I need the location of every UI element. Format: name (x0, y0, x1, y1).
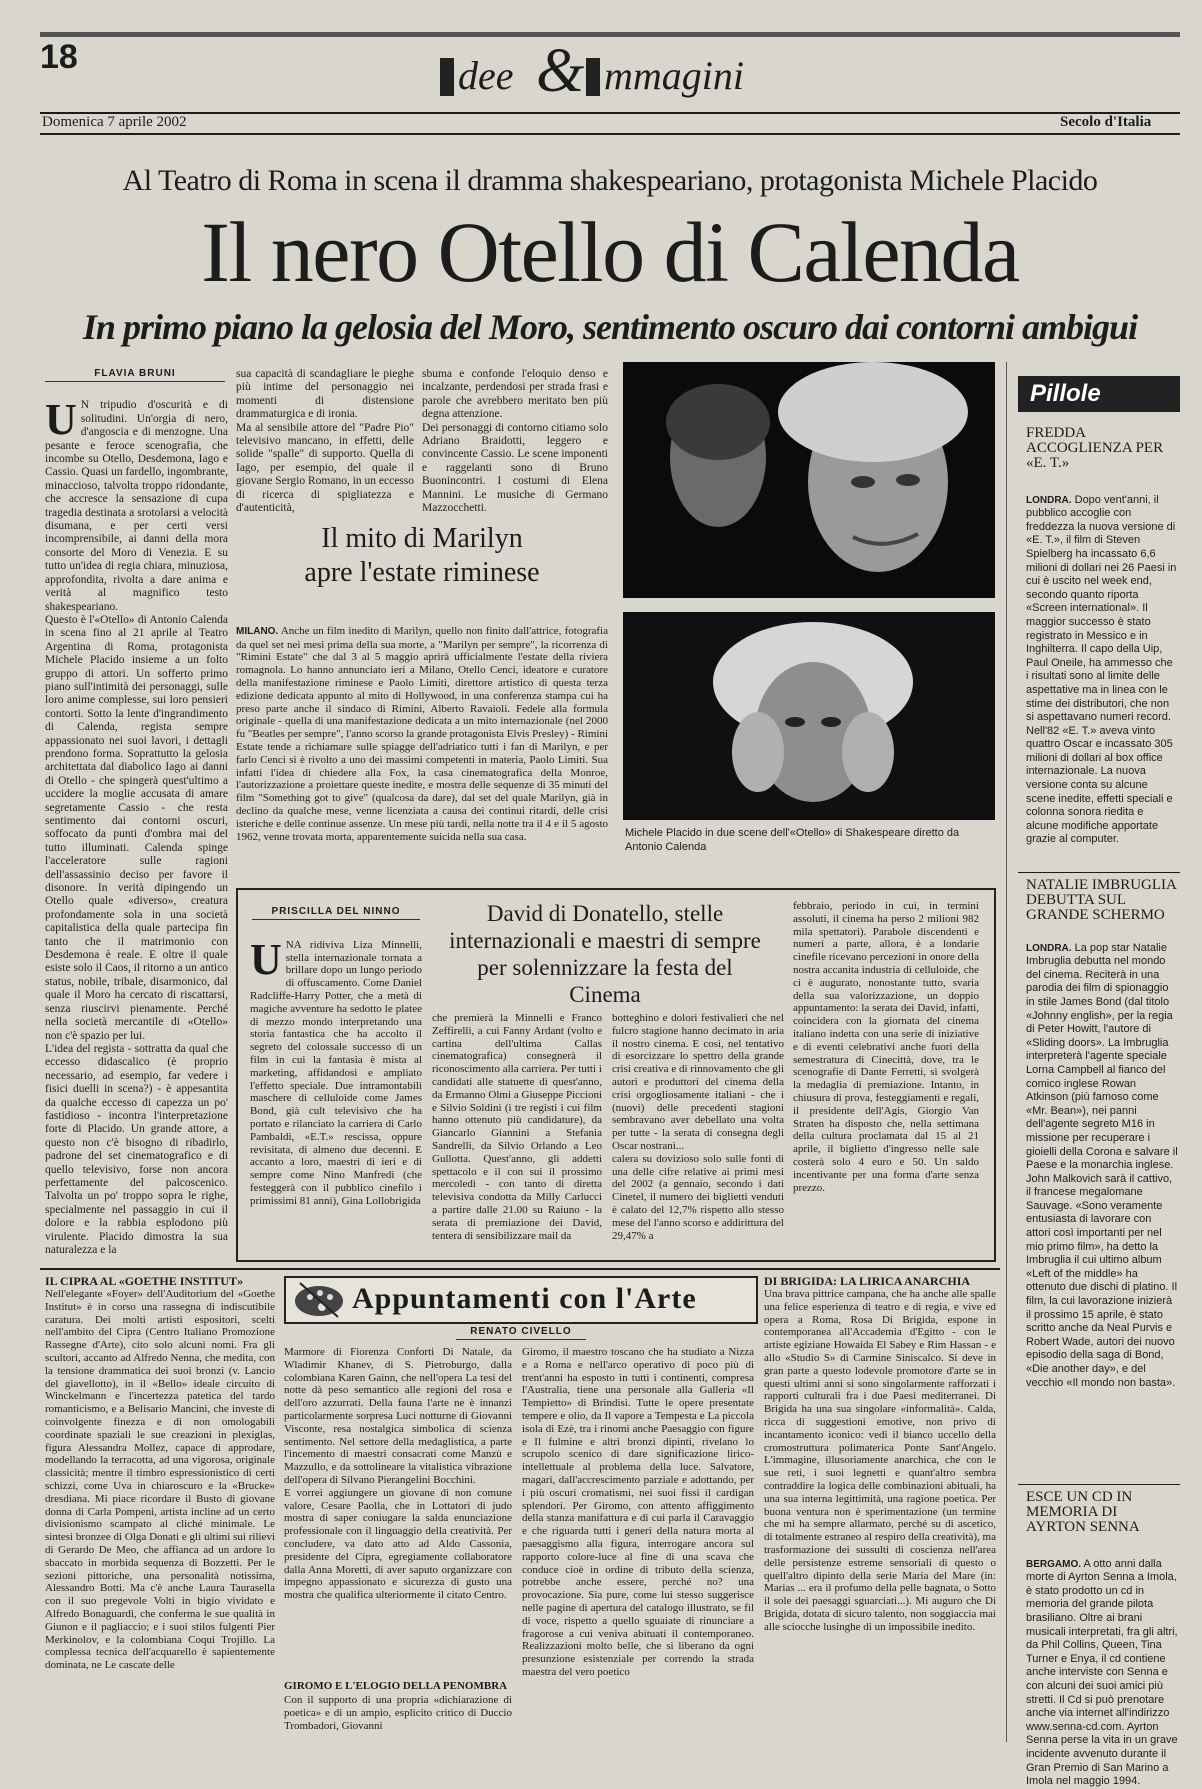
section-part1: dee (458, 53, 514, 98)
pillole-item-3-text: A otto anni dalla morte di Ayrton Senna a Imola, è stato prodotto un cd in memoria del grande pilota brasiliano. Oltre ai brani musicali interpretati, fra gli altri, da Phil Collins, Queen, Tina Turner e Enya, il cd contiene anche interviste con Senna e con alcuni dei suoi amici più stretti. Il Cd si può prenotare anche via internet all'indirizzo www.senna-cd.com. Ayrton Senna perse la vita in un grave incidente avvenuto durante il Gran Premio di San Marino a Imola nel maggio 1994. (1026, 1557, 1178, 1788)
donatello-byline: PRISCILLA DEL NINNO (252, 906, 420, 920)
pillole-item-1-head: FREDDA ACCOGLIENZA PER «E. T.» (1026, 425, 1164, 471)
sidebar-divider (1006, 362, 1007, 1742)
portrait-illustration-2 (623, 612, 995, 820)
arte-left-head: IL CIPRA AL «GOETHE INSTITUT» (45, 1274, 244, 1288)
photo-otello-scene-2 (623, 612, 995, 820)
lead-subhead: In primo piano la gelosia del Moro, sentimento oscuro dai contorni ambigui (82, 307, 1138, 347)
section-ampersand: & (536, 37, 585, 105)
arte-middle-column-2: Giromo, il maestro toscano che ha studiato a Nizza e a Roma e nell'arco operativo di poco più di trent'anni ha esposto in tutti i continenti, compresa l'Australia, tiene una personale alla Galleria «Il Tempietto» di Brindisi. Tutte le opere presentate tempere e olio, da Il vapore a Tempesta e La piccola isola di Ezè, tra i rinomi anche Paesaggio con figure e Il fulmine e altri bronzi dipinti, rivelano lo scrupolo scenico di dare significazione lirico-intellettuale al problema della luce. Salvatore, magari, dall'accrescimento parziale e adottando, per i più oscuri cromatismi, nei suoi fissi il cardigan splendori. Per Giromo, con attento affiggimento della stanza manifattura e di cui parla il Caravaggio e che riguarda tutti i generi della natura morta al paesaggismo alla figura, interrogare ancora sul rapporto colore-luce al fine di una scava che conduce cioè in ordine di tributo della scienza, potrebbe anche essere, perché no? una provocazione. Sia pure, come lui stesso suggerisce nelle pagine di apertura del catalogo illustrato, se fil di voce, rispetto a quello sguaiate di rinunciare a fragorose a cui veniva abituati il contemporaneo. Realizzazioni molto belle, che si liberano da ogni presunzione esistenziale per correndo la strada maestra del vero poetico (522, 1346, 754, 1678)
photo-caption: Michele Placido in due scene dell'«Otello» di Shakespeare diretto da Antonio Calenda (625, 827, 960, 853)
section-letter-i-block (440, 58, 454, 96)
lead-kicker: Al Teatro di Roma in scena il dramma shakespeariano, protagonista Michele Placido (122, 164, 1098, 197)
arte-middle-column-1: Marmore di Fiorenza Conforti Di Natale, da Wladimir Khanev, di S. Pietroburgo, dalla colombiana Karen Gainn, che nell'opera La tesi del notte dà peso semantico alle regioni del rosa e dell'oro azzurrati. Della fauna l'arte ne è innanzi particolarmente sorpresa Luci notturne di Giovanni Visconte, resa nostalgica simbolica di scienza sentimento. Nel settore della medaglistica, a parte l'incemento di maestri consacrati come Manzù e Mazzullo, e da sottolineare la vitalistica vibrazione dell'opera di Silvano Pierangelini Bocchini. E vorrei aggiungere un giovane di non comune valore, Cesare Paolla, che in Lottatori di judo mostra di saper coniugare la salda enunciazione professionale con il linguaggio della creatività. Per concludere, va dato atto ad Aldo Cassonia, presidente del Cipra, egregiamente collaboratore dalla Anna Moretti, di aver saputo organizzare con impegno appassionato e sicurezza di gusto una mostra che qualifica ulteriormente il citato Centro. (284, 1346, 512, 1602)
pillole-item-1-dateline: LONDRA. (1026, 494, 1072, 506)
lead-headline: Il nero Otello di Calenda (201, 204, 1019, 300)
marilyn-headline (236, 522, 608, 590)
pillole-item-1-body (1026, 480, 1178, 856)
lead-column-2: sua capacità di scandagliare le pieghe più intime del personaggio nei momenti di distensione drammaturgica e di ironia. Ma al sensibile attore del "Padre Pio" televisivo mancano, in effetti, delle solide "spalle" di supporto. Quella di Iago, per esempio, del quale il giovane Sergio Romano, in un eccesso di ricerca di spigliatezza e d'autenticità, (236, 368, 415, 515)
portrait-illustration-1 (623, 362, 995, 598)
pillole-item-1-text: Dopo vent'anni, il pubblico accoglie con freddezza la nuova versione di «E. T.», il film di Steven Spielberg ha incassato 6,6 milioni di dollari nei 26 Paesi in cui è uscito nel week end, secondo quanto riporta «Screen international». Il maggior successo è stato registrato in Messico e in Inghilterra. Il capo della Uip, Paul Oneile, ha ammesso che i risultati sono al limite delle aspettative ma in linea con le stime dei distributori, che non si aspettavano numeri record. Nell'82 «E. T.» aveva vinto quattro Oscar e incassato 305 milioni di dollari al box office internazionale. La nuova versione conta su alcune scene inedite, effetti speciali e colonna sonora riedita e alcune modifiche apportate grazie al computer. (1026, 493, 1177, 846)
pillole-item-2-dateline: LONDRA. (1026, 942, 1072, 954)
donatello-column-1 (250, 926, 422, 1250)
marilyn-body-text: Anche un film inedito di Marilyn, quello non finito dall'attrice, fotografia da quel set nei mesi prima della sua morte, a "Marilyn per sempre", la ricorrenza di "Rimini Estate" che dal 3 al 5 maggio aprirà ufficialmente l'estate della riviera romagnola. Lo hanno annunciato ieri a Milano, Otello Cenci, ideatore e curatore della manifestazione riminese e Paolo Limiti, direttore artistico di questa terza edizione dedicata appunto al mito di Hollywood, in una conferenza stampa cui ha preso parte anche il sindaco di Rimini, Alberto Ravaioli. Fedele alla formula originale - quella di una manifestazione dedicata a un mito internazionale (nel 2000 fu "Beatles per sempre", l'anno scorso la grande protagonista Elvis Presley) - Rimini Estate tende a richiamare sulle spiagge dell'adriatico tutti i fan di Marilyn, e per farlo Cenci si è rivolto a uno dei massimi competenti in materia, Paolo Limiti. Sua infatti l'idea di chiedere alla Fox, la casa cinematografica della Monroe, l'autorizzazione a proiettare queste inedite, e mostra delle sequenze di 35 minuti del film "Something got to give" (qualcosa da dare), dal set del quale Marilyn, già in declino da qualche mese, venne licenziata a causa dei continui ritardi, delle crisi isteriche e delle continue assenze. Un mese più tardi, nella notte tra il 4 e il 5 agosto 1962, venne trovata morta, apparentemente suicida nella sua casa. (236, 624, 608, 843)
pillole-item-3-dateline: BERGAMO. (1026, 1558, 1081, 1570)
donatello-column-3: botteghino e dolori festivalieri che nel fulcro stagione hanno decimato in aria il nostro cinema. E così, nel tentativo di esorcizzare lo spettro della grande crisi creativa e di rinnovamento che gli autori e produttori del cinema della crisi orgogliosamente italiani - che i (nuovi) delle precedenti stagioni sembravano aver debellato una volta per tutte - la serata di consegna degli Oscar nostrani... calera su dovizioso solo sulle fonti di una delle cifre relative ai primi mesi del 2002 (a gennaio, secondo i dati Cinetel, il numero dei biglietti venduti è calato del 12,7% rispetto allo stesso mese del l'anno scorso e addirittura del 29,47% a (612, 1012, 784, 1242)
pillole-item-2-body (1026, 928, 1178, 1476)
lead-column-1 (45, 386, 228, 1266)
pillole-item-2-head: NATALIE IMBRUGLIA DEBUTTA SUL GRANDE SCHERMO (1026, 877, 1177, 923)
arte-right-head: DI BRIGIDA: LA LIRICA ANARCHIA (764, 1274, 971, 1288)
section-letter-i-block-2 (586, 58, 600, 96)
donatello-column-1-text: NA ridiviva Liza Minnelli, stella internazionale tornata a brillare dopo un lungo periodo di offuscamento. Come Daniel Radcliffe-Harry Potter, che a metà di magiche avventure ha sedotto le platee di mezzo mondo interpretando una storia fantastica che ha accolto il segreto del colossale successo di un film in cui la fantasia è mista al marketing, affidandosi e ampliato l'effetto speciale. Due intramontabili maschere di celluloide come James Bond, già cult televisivo che ha portato e rilanciato la carriera di Carlo Pambaldi, «E.T.» rescissa, oppure revisitata, di almeno due decenni. E accanto a loro, maestri di ieri e di sempre come Nino Manfredi (che festeggerà con il pubblico cinefilo i primissimi 81 anni), Gina Lollobrigida (250, 938, 422, 1207)
pillole-item-3-head: ESCE UN CD IN MEMORIA DI AYRTON SENNA (1026, 1489, 1140, 1535)
header-bottom-rule (40, 133, 1180, 135)
donatello-headline: David di Donatello, stelle internazionali e maestri di sempre per solennizzare la festa del Cinema (449, 901, 761, 1007)
arte-byline: RENATO CIVELLO (456, 1326, 586, 1340)
arte-left-body: Nell'elegante «Foyer» dell'Auditorium del «Goethe Institut» è in corso una rassegna di indiscutibile caratura. Dei molti artisti espositori, scelti nell'ambito del Cipra (Centro Italiano Promozione Rassegne d'Arte), cito solo alcuni nomi. Fra gli scultori, accanto ad Alfredo Nenna, che medita, con la tensione drammatica dei suoi bronzi (v. Lancio del giavellotto), in il «Bello» ideale circuito di Winckelmann e l'incertezza patetica del tardo romanticismo, e a Belisario Mancini, che investe di coinvolgente finezza e di non omologabili coordinate spaziali le sue creazioni in plexiglas, figura Alessandra Mollez, capace di approdare, modellando la terracotta, ad una vigorosa, originale classicità; mentre il timbro espressionistico di certi schizzi, come Uva in chiaroscuro e la «Brucke» dresdiana. Mi piace ricordare il Busto di giovane donna di Carla Pompeni, artista incline ad un certo divisionismo scampato al cliché minimale. Le sintesi bronzee di Olga Donati e gli ultimi sui rilievi di Gerardo De Meo, che affianca ad un ardore lo sbaccato in morbida sequenza di Bozzetti. Per le sezioni pittoriche, una personalità notissima, Alessandro Botti. Ma c'è anche Laura Taurasella con il suo pregevole Volti in bigio vividato e Alfredo Bonaguardi, che conferma le sue qualità in Giunon e il pagliaccio; e i suoi stilos fulgenti Pier Merkinolov, e la colombiana Coqui Trojillo. La complessa tecnica dell'acquarello è sapientemente dominata, ne Le cascate delle (45, 1288, 275, 1672)
arte-middle-column-1-head: GIROMO E L'ELOGIO DELLA PENOMBRA (284, 1680, 508, 1692)
header-top-rule (40, 32, 1180, 37)
photo-otello-scene-1 (623, 362, 995, 598)
arte-banner (284, 1276, 758, 1324)
arte-banner-title: Appuntamenti con l'Arte (352, 1282, 697, 1315)
donatello-drop-cap: U (250, 934, 282, 984)
section-title (440, 37, 820, 105)
pillole-item-2-text: La pop star Natalie Imbruglia debutta nel mondo del cinema. Reciterà in una parodia dei film di spionaggio in stile James Bond (dal titolo «Johnny english», per la regia di Peter Howitt, l'autore di «Sliding doors». La Imbruglia interpreterà l'agente speciale Lorna Campbell al fianco del comico inglese Rowan Atkinson (più famoso come «Mr. Bean»), nei panni dell'agente segreto M16 in missione per recuperare i gioielli della Corona e salvare il Paese e la monarchia inglese. John Malkovich sarà il cattivo, il francese megalomane Sauvage. «Sono veramente entusiasta di lavorare con attori così importanti per nel mio primo film», ha detto la Imbruglia il cui ultimo album «Left of the middle» ha ottenuto due dischi di platino. Il film, la cui lavorazione inizierà il prossimo 15 aprile, è stato scritto anche da Neal Purvis e Robert Wade, autori dei nuovo episodio della saga di Bond, «Die another day», e del vecchio «Il mondo non basta». (1026, 941, 1178, 1389)
lead-column-1-text: N tripudio d'oscurità e di solitudini. Un'orgia di nero, d'angoscia e di menzogne. Una pesante e feroce scenografia, che incombe su Otello, Desdemona, Iago e Cassio. Quasi un fardello, ingombrante, minaccioso, talvolta troppo ridondante, che accresce la sensazione di cupa tragedia destinata a srotolarsi a velocità disumana, e per certi versi incomprensibile, ai danni della mora consorte del Moro di Venezia. E su tutto un'idea di regia chiara, minuziosa, approfondita, rivolta a dare anima e verità al magnifico testo shakespeariano. Questo è l'«Otello» di Antonio Calenda in scena fino al 21 aprile al Teatro Argentina di Roma, protagonista Michele Placido insieme a un folto gruppo di attori. Un sofferto primo piano sull'intimità dei personaggi, sulle loro anime complesse, sui loro pensieri contorti. Sotto la lente d'ingrandimento di Calenda, regista sempre appassionato nei suoi lavori, i dettagli prendono forma. Soprattutto la gelosia architettata dal diabolico Iago ai danni di Otello - che spingerà quest'ultimo a uccidere la moglie accusata di amare segretamente Cassio - che resta sentimento dai contorni oscuri, soffocato da punti d'ombra mai del tutto illuminati. Calenda spinge l'acceleratore sulle ragioni dell'assassinio deciso per favore il disonore. In verità dipingendo un Otello quale «diverso», creatura profondamente sola in una società capitalistica della quale partecipa fin tanto che il matrimonio con Desdemona è reale. E oltre il quale esiste solo il Caos, il ritorno a un antico status, nobile, tribale, disarmonico, dal quale il Moro ha cercato di riscattarsi, senza riuscirvi pienamente. Perché nella società mercantile di «Otello» non c'è spazio per lui. L'idea del regista - sottratta da qual che eccesso didascalico (è proprio necessario, ad esempio, far vedere i fisici duelli in scena?) - è appesantita da qualche eccesso di capezza un po' fastidioso - incontra l'interpretazione forte di Placido. Un grande attore, a questo non c'è bisogno di ribadirlo, padrone del set cinematografico e di quello televisivo, forse non ancora perfettamente del palcoscenico. Talvolta un po' troppo sopra le righe, specialmente nel passaggio in cui il dolore e la rabbia esplodono più virulente. Placido dimostra la sua naturalezza e la (45, 399, 229, 1256)
marilyn-dateline: MILANO. (236, 625, 279, 637)
section-part2: mmagini (604, 53, 744, 98)
pillole-item-3-body (1026, 1544, 1178, 1788)
arte-right-body: Una brava pittrice campana, che ha anche alle spalle una felice esperienza di teatro e di regia, e vive ed opera a Roma, Rosa Di Brigida, espone in contemporanea all'Accademia d'Egitto - con le artiste egiziane Howaida El Sabey e Rim Hassan - e allo «Studio S» di Carmine Siniscalco. Si deve in gran parte a questo lodevole promotore d'arte se in questi ultimi anni si sono singolarmente rafforzati i rapporti culturali fra i due Paesi mediterranei. Di Brigida ha una sua singolare «informalità». Calda, ricca di suggestioni emotive, non privo di incantamento iconico: vedi il bianco uccello della cromostruttura polimaterica Ponte Sant'Angelo. L'immagine, illusoriamente anarchica, che con le sue reti, i suoi legnetti e quant'altro sembra contraddire la logica delle combinazioni abituali, ha una sua interna legittimità, una ragione poetica. Per buona ventura non è sperimentazione (un termine che mi ha sempre allarmato, perché su di ascetico, di totalmente estraneo al respiro della creatività), ma trasformazione dei sussulti di coscienza nell'area delle persistenze estreme sensoriali di questo o quell'altro dipinto della serie Maria del Mare (in: Marias ... era il profumo della pelle bagnata, o Sotto il sole dei paesaggi sguarciati...). Mi auguro che Di Brigida, dotata di sicuro talento, non soggiaccia mai alle sciocche lusinghe di un impossibile inedito. (764, 1288, 996, 1633)
donatello-column-2: che premierà la Minnelli e Franco Zeffirelli, a cui Fanny Ardant (volto e cartina dell'ultima Callas cinematografica) consegnerà il riconoscimento alla carriera. Per tutti i candidati alle statuette di quest'anno, da Ermanno Olmi a Giuseppe Piccioni e Silvio Soldini (i tre registi i cui film hanno ottenuto più candidature), da Giancarlo Giannini a Stefania Sandrelli, da Silvio Orlando a Leo Gullotta. Quest'anno, gli addetti spettacolo e il con sui il prossimo mercoledì - con tanto di diretta televisiva condotta da Milly Carlucci a partire dalle 21.00 su Raiuno - la serata di premiazione dei David, tentera di sensibilizzare mail da (432, 1012, 602, 1242)
pillole-header (1018, 376, 1180, 412)
issue-date: Domenica 7 aprile 2002 (42, 114, 187, 130)
marilyn-body (236, 612, 608, 890)
marilyn-headline-line2: apre l'estate riminese (304, 557, 540, 588)
palette-icon (292, 1279, 346, 1319)
pillole-divider-2 (1018, 1484, 1180, 1485)
newspaper-name: Secolo d'Italia (1060, 114, 1152, 130)
page-number: 18 (40, 38, 78, 76)
arte-middle-column-1-tail: Con il supporto di una propria «dichiarazione di poetica» e di un ampio, esplicito critico di Duccio Trombadori, Giovanni (284, 1694, 512, 1732)
pillole-divider-1 (1018, 872, 1180, 873)
donatello-column-4: febbraio, periodo in cui, in termini assoluti, il cinema ha perso 2 milioni 982 mila spettatori). Parabole discendenti e numeri a parte, allora, è a londarie cinefile ricevano percezioni in onore della nostra accanita industria di celluloide, che ci è augurato, nonostante tutto, svaria della sua valorizzazione, un doppio appuntamento: la serata dei David, infatti, coincidera con la giornata del cinema italiano indetta con una serie di iniziative e di eventi celebrativi anche fuori della semestratura di Cinecittà, dove, tra le scenografie di Dante Ferretti, si svolgerà la medaglia di premiazione. Intanto, in chiusura di prova, festeggiamenti e regali, il presidente dell'Agis, Giorgio Van Straten ha disposto che, nella settimana della cultura proclamata dal 15 al 21 aprile, il biglietto d'ingresso nelle sale costerà solo 4 euro e 50. Un saldo incentivante per una forma d'arte senza prezzo. (793, 900, 979, 1194)
arte-top-rule (40, 1268, 1000, 1270)
marilyn-headline-line1: Il mito di Marilyn (321, 523, 523, 554)
lead-column-3: sbuma e confonde l'eloquio denso e incalzante, perdendosi per strada frasi e parole che avrebbero meritato ben più degna attenzione. Dei personaggi di contorno citiamo solo Adriano Braidotti, leggero e convincente Cassio. Le scene imponenti e raggelanti sono di Bruno Buonincontri. I costumi di Elena Mannini. Le musiche di Germano Mazzocchetti. (422, 368, 608, 515)
lead-drop-cap: U (45, 395, 77, 445)
lead-byline: FLAVIA BRUNI (45, 368, 225, 382)
pillole-title: Pillole (1030, 380, 1101, 407)
header-date-rule (40, 112, 1180, 114)
